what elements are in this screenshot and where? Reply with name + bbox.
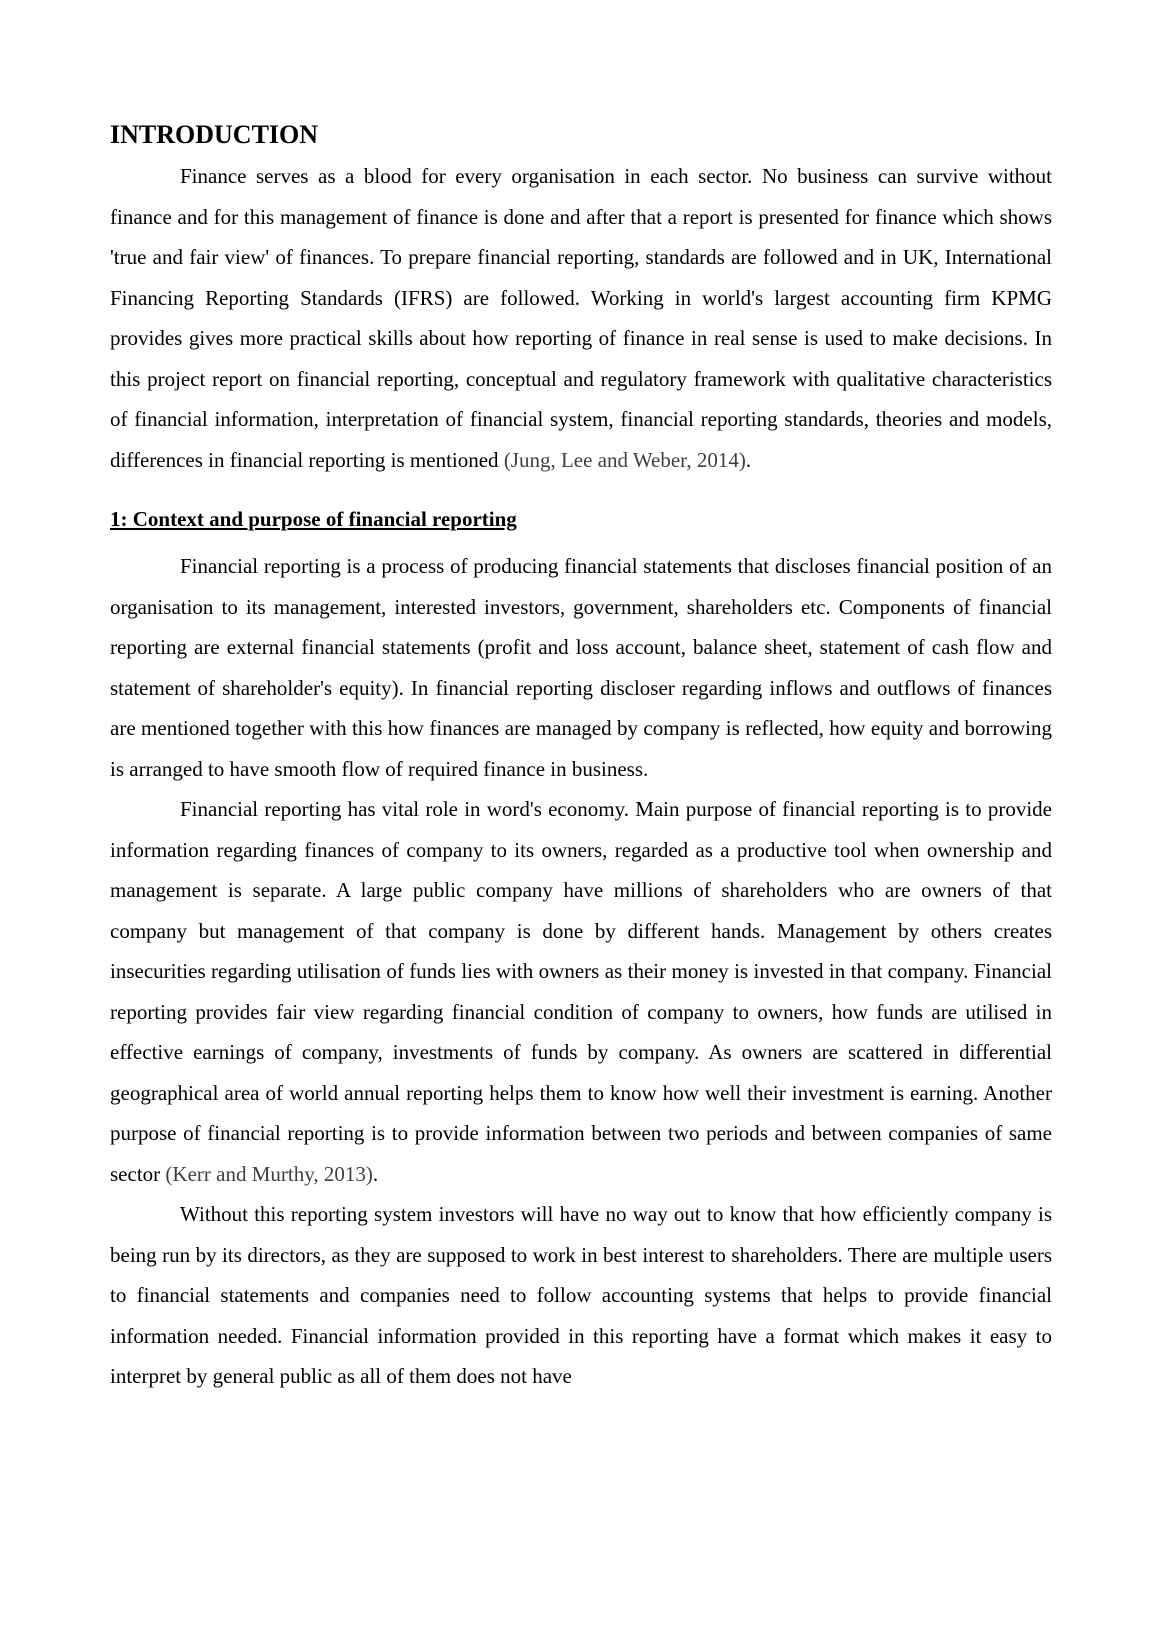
intro-paragraph [110,156,1052,480]
paragraph-2-text: Financial reporting has vital role in word's economy. Main purpose of financial reporting is to provide information regarding finances of company to its owners, regarded as a productive tool when ownership and management is separate. A large public company have millions of shareholders who are owners of that company but management of that company is done by different hands. Management by others creates insecurities regarding utilisation of funds lies with owners as their money is invested in that company. Financial reporting provides fair view regarding financial condition of company to owners, how funds are utilised in effective earnings of company, investments of funds by company. As owners are scattered in differential geographical area of world annual reporting helps them to know how well their investment is earning. Another purpose of financial reporting is to provide information between two periods and between companies of same sector [110,797,1052,1186]
intro-citation: (Jung, Lee and Weber, 2014) [503,447,746,472]
section-paragraph-1: Financial reporting is a process of producing financial statements that discloses financial position of an organisation to its management, interested investors, government, shareholders etc. Components of financial reporting are external financial statements (profit and loss account, balance sheet, statement of cash flow and statement of shareholder's equity). In financial reporting discloser regarding inflows and outflows of finances are mentioned together with this how finances are managed by company is reflected, how equity and borrowing is arranged to have smooth flow of required finance in business. [110,554,1052,781]
intro-end: . [745,447,752,472]
section-paragraph-3: Without this reporting system investors will have no way out to know that how efficiently company is being run by its directors, as they are supposed to work in best interest to shareholders. There are multiple users to financial statements and companies need to follow accounting systems that helps to provide financial information needed. Financial information provided in this reporting have a format which makes it easy to interpret by general public as all of them does not have [110,1202,1052,1388]
paragraph-2-citation: (Kerr and Murthy, 2013) [165,1161,373,1186]
section-paragraph-2 [110,789,1052,1194]
paragraph-2-end: . [372,1161,379,1186]
page-heading: INTRODUCTION [110,120,319,149]
section-title: 1: Context and purpose of financial reporting [110,507,517,531]
document-page [110,118,1052,1397]
intro-text: Finance serves as a blood for every organisation in each sector. No business can survive without finance and for this management of finance is done and after that a report is presented for finance which shows 'true and fair view' of finances. To prepare financial reporting, standards are followed and in UK, International Financing Reporting Standards (IFRS) are followed. Working in world's largest accounting firm KPMG provides gives more practical skills about how reporting of finance in real sense is used to make decisions. In this project report on financial reporting, conceptual and regulatory framework with qualitative characteristics of financial information, interpretation of financial system, financial reporting standards, theories and models, differences in financial reporting is mentioned [110,164,1052,472]
